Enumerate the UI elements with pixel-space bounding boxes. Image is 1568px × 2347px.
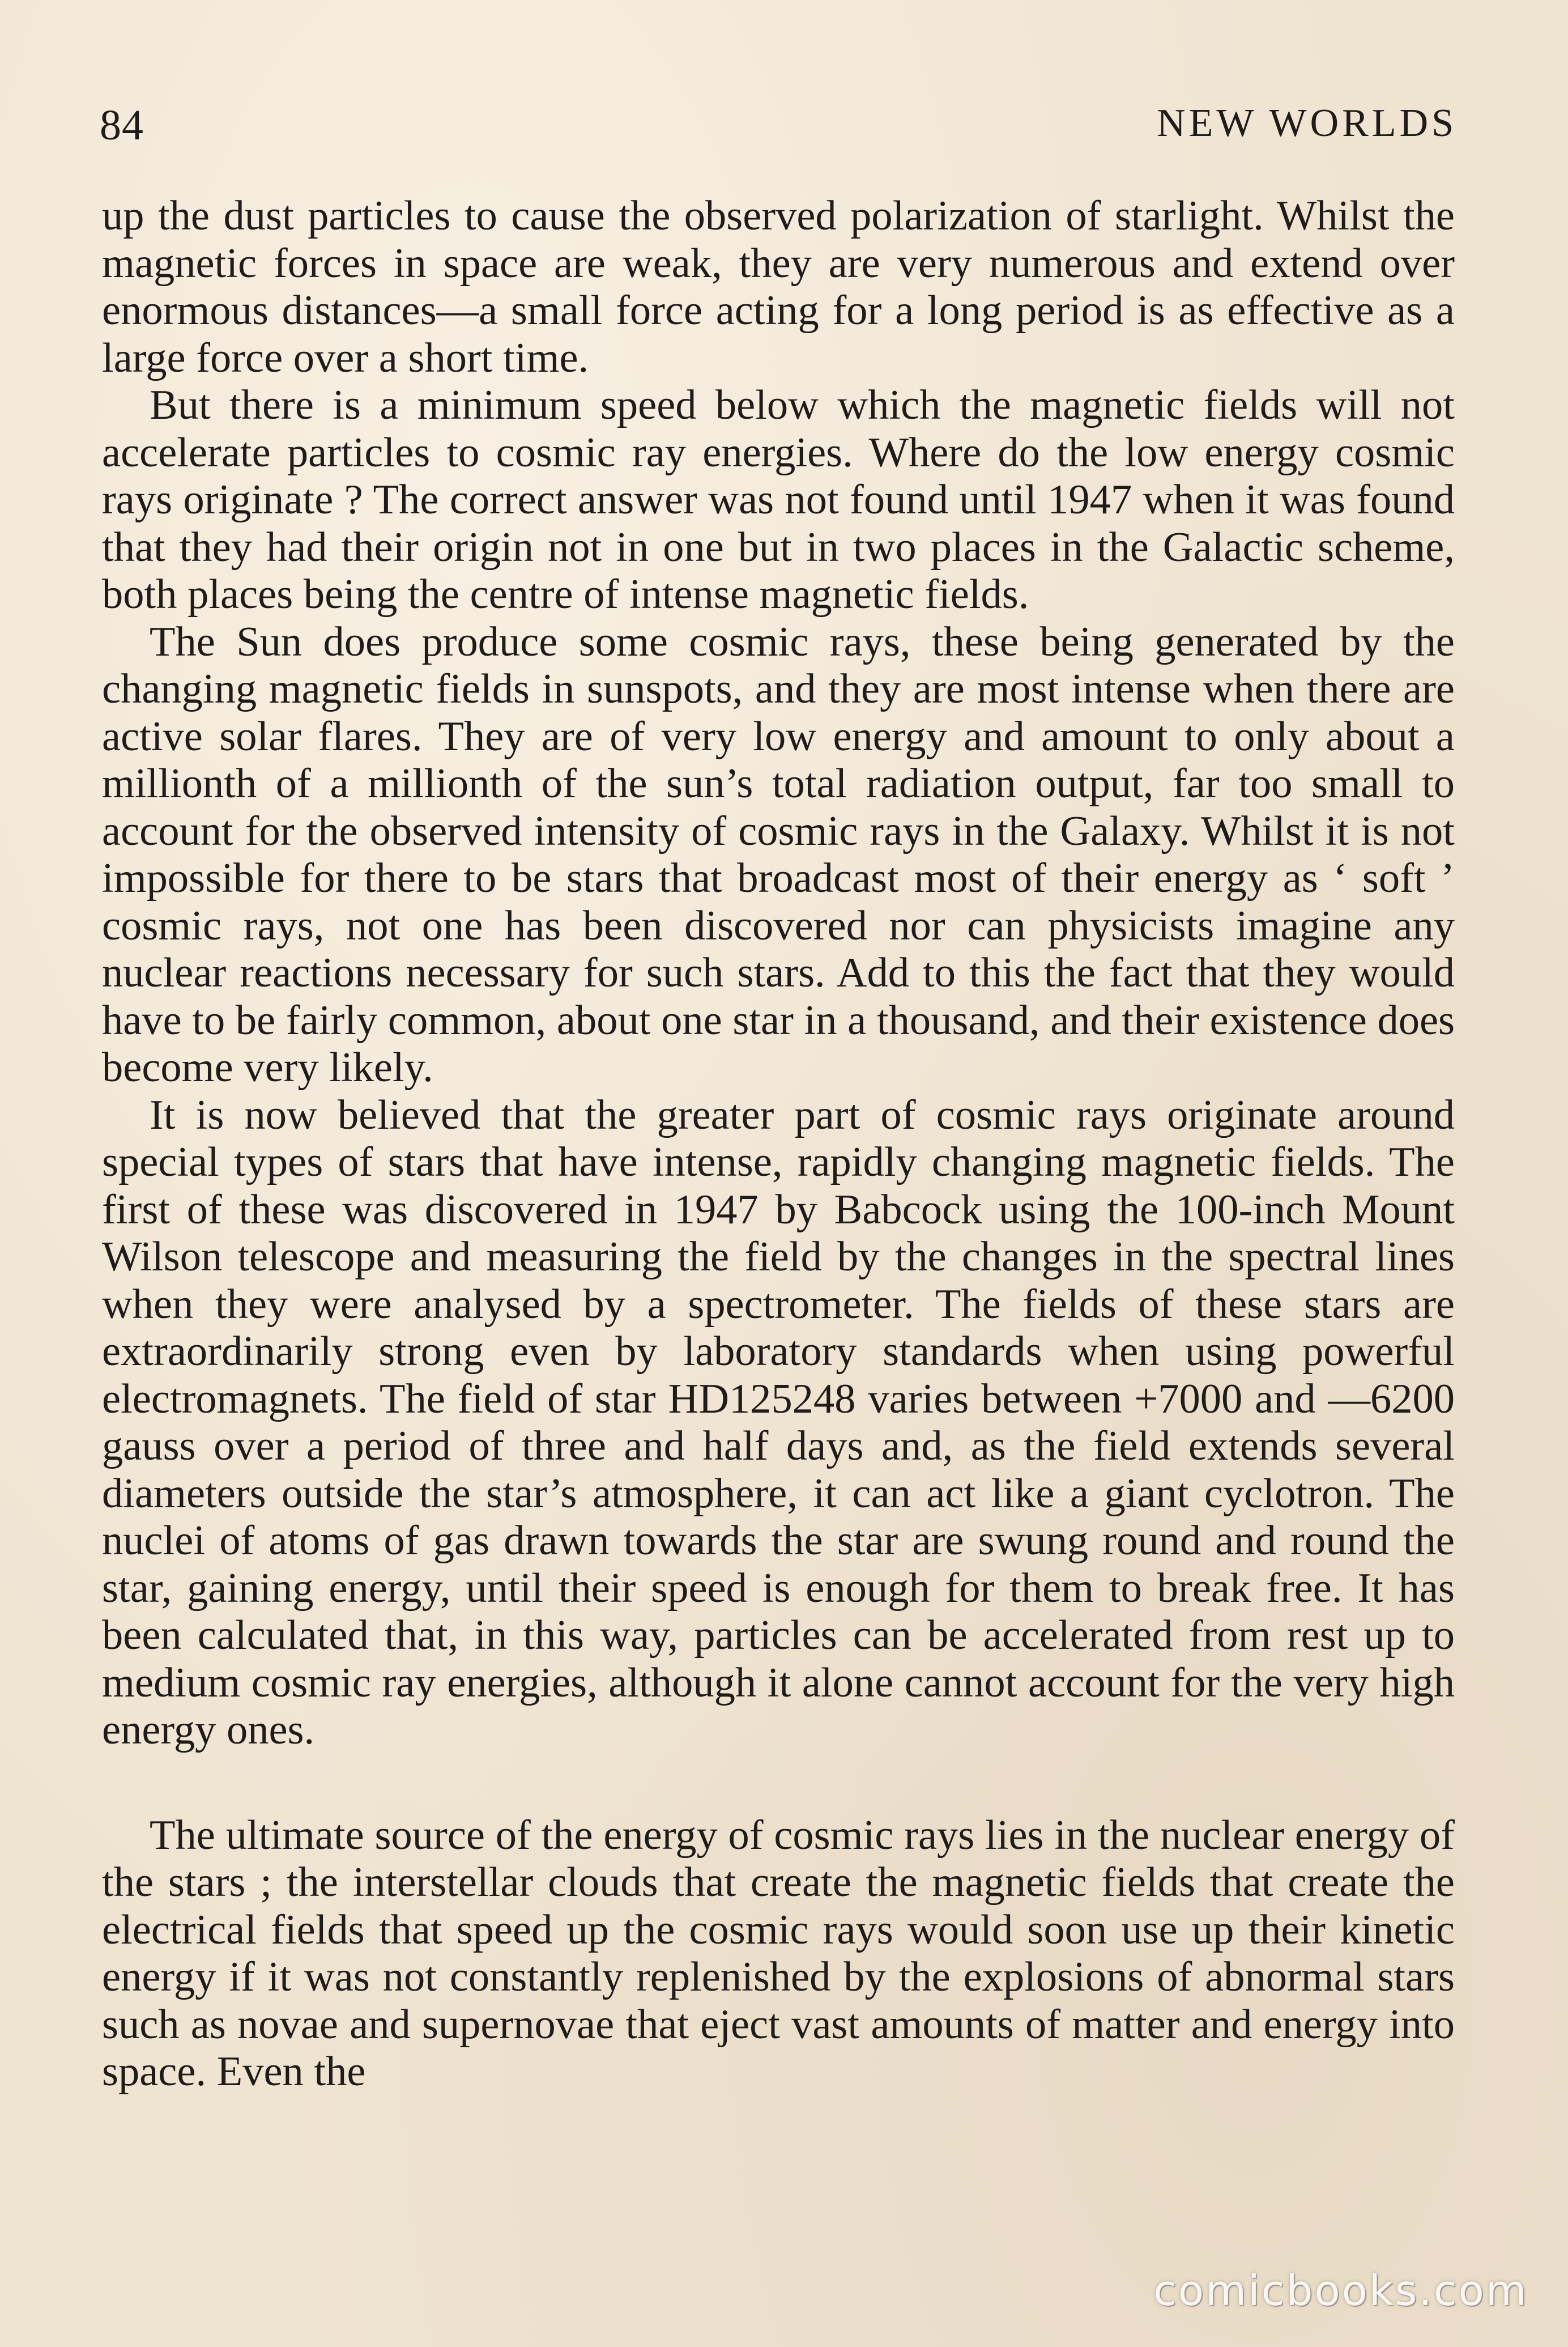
running-title: NEW WORLDS xyxy=(1157,101,1457,145)
paragraph-magnetic-stars: It is now believed that the greater part of cosmic rays originate around special types of stars that have intense, rapidly changing magnetic fields. The first of these was discovered in 1947 by Babcock using the 100-inch Mount Wilson telescope and measuring the field by the changes in the spectral lines when they were analysed by a spectrometer. The fields of these stars are extraordinarily strong even by laboratory standards when using powerful electromagnets. The field of star HD125248 varies between +7000 and —6200 gauss over a period of three and half days and, as the field extends several diameters outside the star’s atmosphere, it can act like a giant cyclotron. The nuclei of atoms of gas drawn towards the star are swung round and round the star, gaining energy, until their speed is enough for them to break free. It has been calculated that, in this way, particles can be accelerated from rest up to medium cosmic ray energies, although it alone cannot account for the very high energy ones. xyxy=(102,1091,1455,1753)
running-head xyxy=(100,101,1457,163)
watermark: comicbooks.com xyxy=(1153,2267,1528,2315)
paragraph-sun-cosmic-rays: The Sun does produce some cosmic rays, these being generated by the changing magnetic fields in sunspots, and they are most intense when there are active solar flares. They are of very low energy and amount to only about a millionth of a millionth of the sun’s total radiation output, far too small to account for the observed intensity of cosmic rays in the Galaxy. Whilst it is not impossible for there to be stars that broadcast most of their energy as ‘ soft ’ cosmic rays, not one has been discovered nor can physicists imagine any nuclear reactions necessary for such stars. Add to this the fact that they would have to be fairly common, about one star in a thousand, and their existence does become very likely. xyxy=(102,618,1455,1091)
paragraph-low-energy-origin: But there is a minimum speed below which the magnetic fields will not accelerate particles to cosmic ray energies. Where do the low energy cosmic rays originate ? The correct answer was not found until 1947 when it was found that they had their origin not in one but in two places in the Galactic scheme, both places being the centre of intense magnetic fields. xyxy=(102,382,1455,618)
paragraph-continuation: up the dust particles to cause the observed polarization of starlight. Whilst the magnetic forces in space are weak, they are very numerous and extend over enormous distances—a small force acting for a long period is as effective as a large force over a short time. xyxy=(102,193,1455,381)
body-text xyxy=(102,193,1455,2096)
page-number: 84 xyxy=(100,101,144,149)
paragraph-ultimate-source: The ultimate source of the energy of cosmic rays lies in the nuclear energy of the stars ; the interstellar clouds that create the magnetic fields that create the electrical fields that speed up the cosmic rays would soon use up their kinetic energy if it was not constantly replenished by the explosions of abnormal stars such as novae and supernovae that eject vast amounts of matter and energy into space. Even the xyxy=(102,1812,1455,2095)
